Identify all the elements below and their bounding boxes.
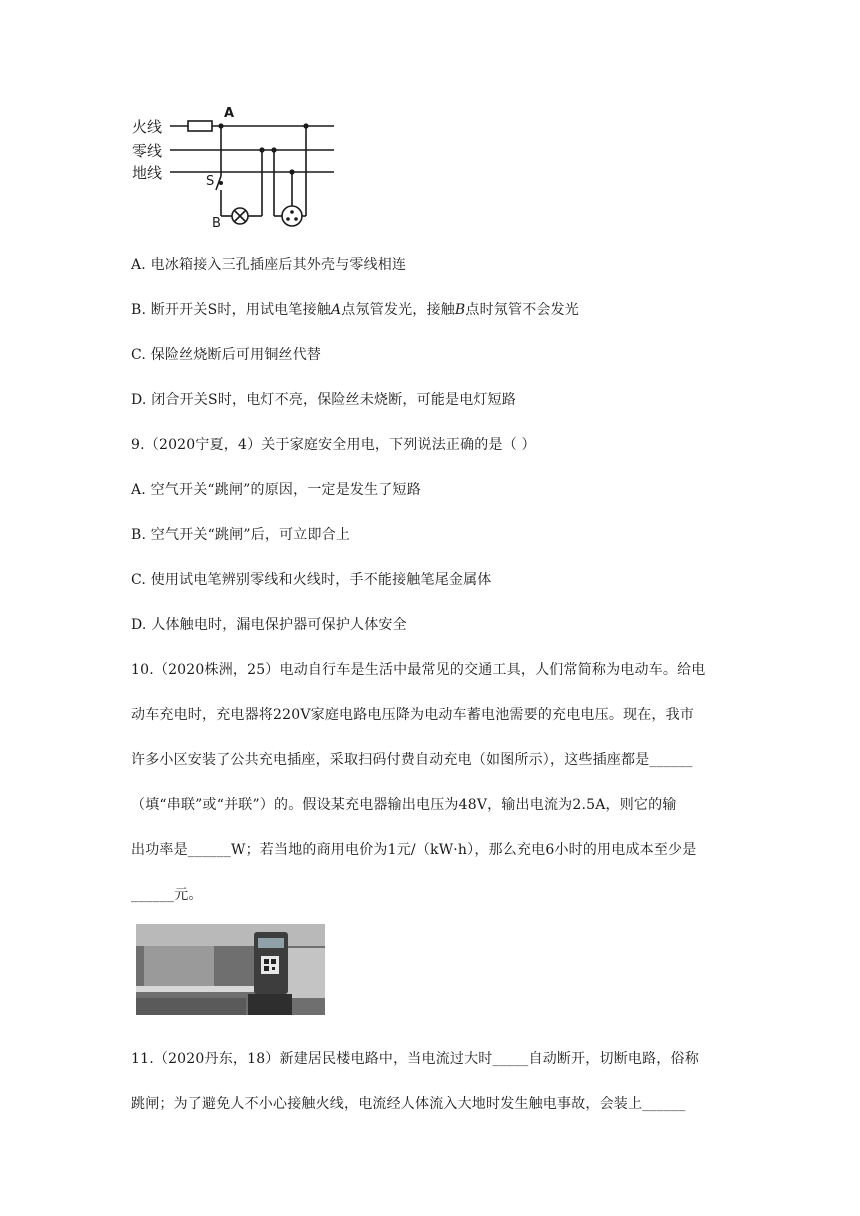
q9-option-a: A. 空气开关“跳闸”的原因，一定是发生了短路	[131, 482, 421, 498]
q8-option-b	[131, 299, 579, 319]
q10-line-4: （填“串联”或“并联”）的。假设某充电器输出电压为48V，输出电流为2.5A，则它的输	[131, 797, 677, 813]
charging-station-photo	[136, 924, 325, 1015]
switch-label: S	[206, 174, 215, 189]
q10-line-5: 出功率是______W；若当地的商用电价为1元/（kW·h），那么充电6小时的用电成本至少是	[131, 842, 697, 858]
q8-option-d: D. 闭合开关S时，电灯不亮，保险丝未烧断，可能是电灯短路	[131, 392, 517, 408]
q8-option-b-part2: 点氖管发光，接触	[341, 302, 455, 318]
point-b-label: B	[212, 216, 221, 231]
q9-stem: 9.（2020宁夏，4）关于家庭安全用电，下列说法正确的是（ ）	[131, 437, 536, 453]
q9-option-b: B. 空气开关“跳闸”后，可立即合上	[131, 527, 351, 543]
q11-line-2: 跳闸；为了避免人不小心接触火线，电流经人体流入大地时发生触电事故，会装上______	[131, 1096, 686, 1112]
point-a-label: A	[224, 106, 235, 121]
q10-line-6: ______元。	[131, 887, 203, 903]
ground-wire-label: 地线	[132, 164, 163, 182]
q8-option-b-point-a: A	[330, 302, 342, 318]
q9-option-c: C. 使用试电笔辨别零线和火线时，手不能接触笔尾金属体	[131, 572, 492, 588]
q8-option-b-part1: B. 断开开关S时，用试电笔接触	[131, 302, 331, 318]
q10-line-1: 10.（2020株洲，25）电动自行车是生活中最常见的交通工具，人们常简称为电动车。给电	[131, 662, 706, 678]
q11-line-1: 11.（2020丹东，18）新建居民楼电路中，当电流过大时_____自动断开，切断电路，俗称	[131, 1051, 699, 1067]
neutral-wire-label: 零线	[132, 142, 163, 160]
q8-option-a: A. 电冰箱接入三孔插座后其外壳与零线相连	[131, 257, 407, 273]
q10-line-3: 许多小区安装了公共充电插座，采取扫码付费自动充电（如图所示），这些插座都是______	[131, 752, 693, 768]
live-wire-label: 火线	[132, 118, 163, 136]
charging-station-image	[136, 924, 325, 1015]
q8-option-b-part3: 点时氖管不会发光	[465, 302, 580, 318]
circuit-diagram	[128, 104, 348, 232]
q8-option-b-point-b: B	[454, 302, 466, 318]
socket-symbol	[282, 206, 302, 226]
fuse-symbol	[188, 121, 212, 131]
q8-option-c: C. 保险丝烧断后可用铜丝代替	[131, 347, 322, 363]
q10-line-2: 动车充电时，充电器将220V家庭电路电压降为电动车蓄电池需要的充电电压。现在，我市	[131, 707, 695, 723]
q9-option-d: D. 人体触电时，漏电保护器可保护人体安全	[131, 617, 407, 633]
